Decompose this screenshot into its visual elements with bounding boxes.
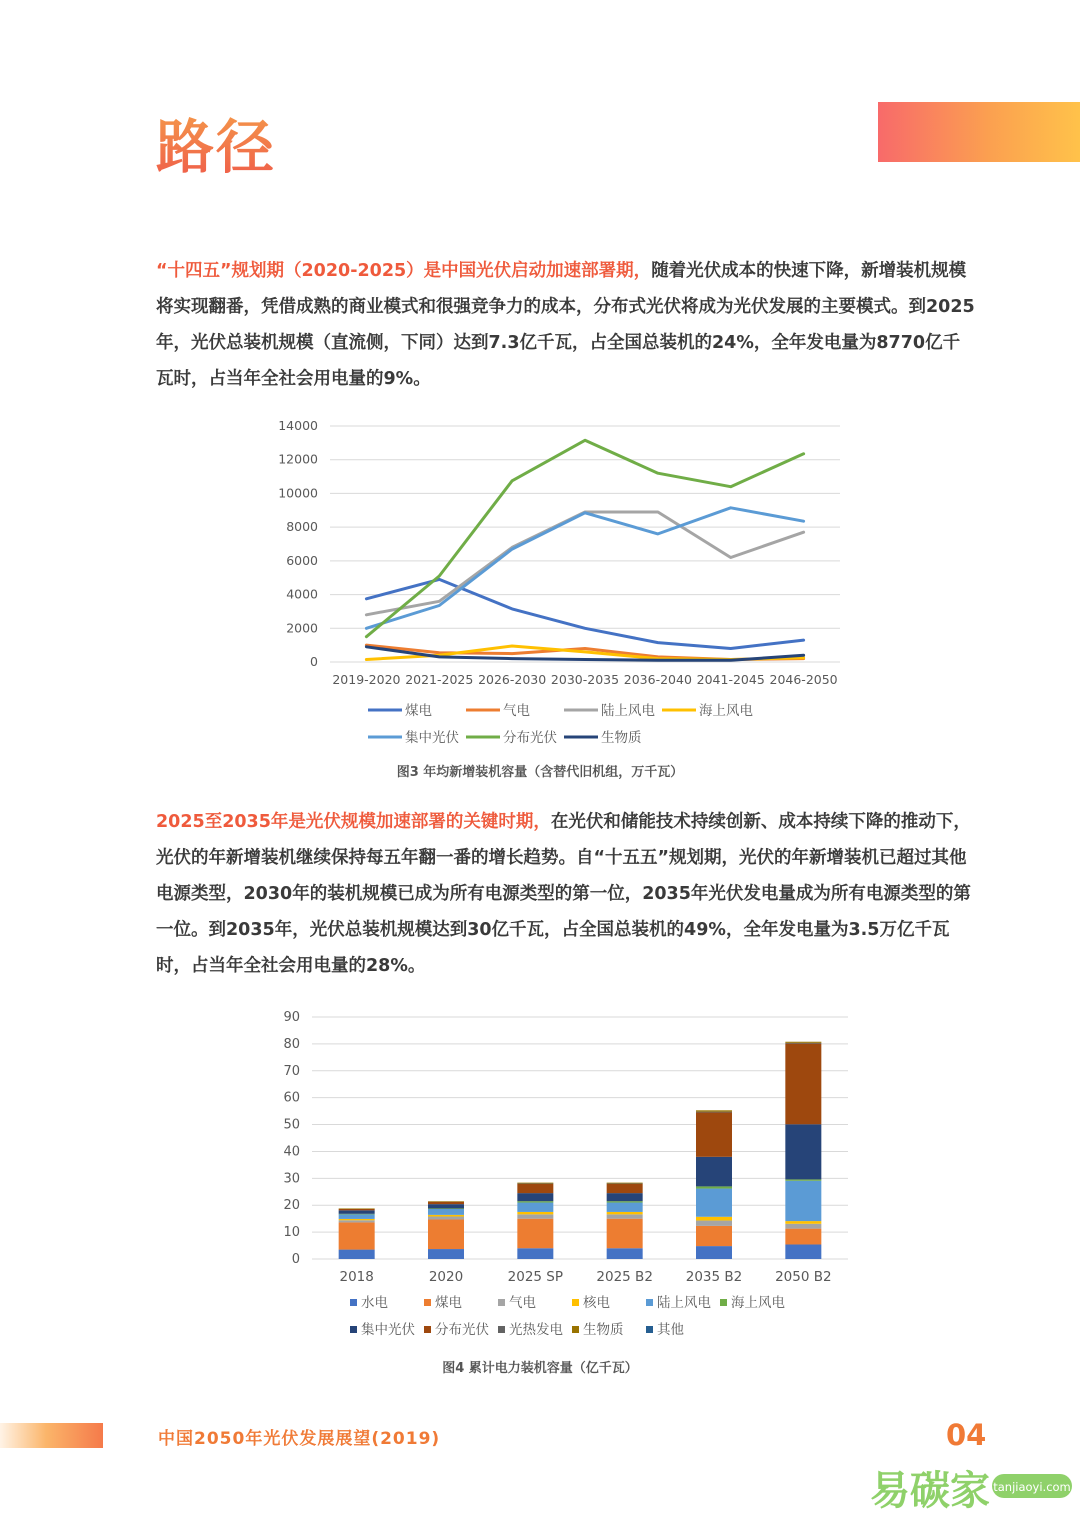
legend-label: 其他 [657, 1322, 684, 1338]
y-tick-label: 30 [283, 1171, 300, 1187]
bar-segment-陆上风电 [607, 1203, 643, 1212]
footer-accent-bar [0, 1423, 103, 1448]
legend-swatch [572, 1299, 579, 1306]
legend-label: 光热发电 [509, 1322, 563, 1338]
bar-segment-水电 [785, 1244, 821, 1259]
x-tick-label: 2025 SP [507, 1269, 564, 1285]
legend-label: 水电 [361, 1295, 388, 1311]
y-tick-label: 14000 [278, 418, 318, 433]
stacked-bar-chart-svg [260, 1000, 860, 1345]
bar-segment-光热发电 [517, 1183, 553, 1184]
legend-swatch [498, 1299, 505, 1306]
bar-segment-水电 [696, 1246, 732, 1259]
bar-segment-海上风电 [607, 1201, 643, 1202]
paragraph-1-text: 随着光伏成本的快速下降，新增装机规模将实现翻番，凭借成熟的商业模式和很强竞争力的成本，分布式光伏将成为光伏发展的主要模式。到2025年，光伏总装机规模（直流侧，下同）达到7.3亿千瓦，占全国总装机的24%，全年发电量为8770亿千瓦时，占当年全社会用电量的9%。 [156, 261, 975, 389]
y-tick-label: 10 [283, 1225, 300, 1241]
bar-segment-核电 [428, 1215, 464, 1217]
legend-swatch [498, 1326, 505, 1333]
bar-segment-气电 [339, 1220, 375, 1222]
legend-label: 气电 [509, 1295, 536, 1311]
legend-swatch [350, 1299, 357, 1306]
legend-label: 分布光伏 [503, 730, 557, 746]
legend-label: 生物质 [601, 730, 642, 746]
bar-segment-海上风电 [517, 1201, 553, 1202]
paragraph-1-highlight: “十四五”规划期（2020-2025）是中国光伏启动加速部署期， [156, 261, 652, 281]
legend-label: 陆上风电 [601, 703, 655, 719]
legend-label: 集中光伏 [405, 730, 459, 746]
legend-swatch [424, 1326, 431, 1333]
bar-segment-分布光伏 [785, 1044, 821, 1125]
bar-segment-煤电 [517, 1219, 553, 1249]
bar-segment-集中光伏 [607, 1193, 643, 1201]
bar-segment-煤电 [607, 1219, 643, 1249]
bar-segment-陆上风电 [339, 1214, 375, 1219]
bar-segment-水电 [428, 1249, 464, 1259]
y-tick-label: 4000 [286, 586, 318, 602]
x-tick-label: 2021-2025 [405, 672, 474, 687]
bar-segment-核电 [607, 1212, 643, 1214]
bar-segment-水电 [517, 1248, 553, 1259]
title-accent-bar [878, 102, 1080, 162]
x-tick-label: 2018 [339, 1269, 374, 1285]
page-title: 路径 [156, 100, 276, 184]
bar-segment-水电 [607, 1248, 643, 1259]
bar-segment-气电 [607, 1214, 643, 1218]
bar-segment-生物质 [517, 1183, 553, 1184]
bar-segment-海上风电 [428, 1208, 464, 1209]
bar-segment-气电 [696, 1221, 732, 1226]
bar-segment-核电 [339, 1219, 375, 1220]
legend-swatch [572, 1326, 579, 1333]
bar-segment-集中光伏 [517, 1193, 553, 1201]
x-tick-label: 2050 B2 [775, 1269, 832, 1285]
bar-segment-集中光伏 [696, 1157, 732, 1187]
y-tick-label: 50 [283, 1117, 300, 1133]
figure-4-caption: 图4 累计电力装机容量（亿千瓦） [442, 1361, 638, 1376]
bar-segment-生物质 [339, 1208, 375, 1209]
bar-segment-气电 [517, 1214, 553, 1218]
bar-segment-生物质 [696, 1110, 732, 1111]
bar-segment-煤电 [785, 1229, 821, 1245]
x-tick-label: 2041-2045 [696, 672, 765, 687]
legend-label: 生物质 [583, 1322, 624, 1338]
y-tick-label: 90 [283, 1010, 300, 1025]
bar-segment-光热发电 [785, 1043, 821, 1044]
footer-report-title: 中国2050年光伏发展展望(2019) [158, 1429, 441, 1449]
legend-label: 海上风电 [699, 703, 753, 719]
paragraph-1 [156, 253, 976, 397]
y-tick-label: 40 [283, 1144, 300, 1160]
legend-swatch [646, 1299, 653, 1306]
y-tick-label: 6000 [286, 552, 318, 568]
bar-segment-分布光伏 [607, 1184, 643, 1193]
bar-segment-集中光伏 [339, 1210, 375, 1213]
legend-label: 气电 [503, 703, 530, 719]
x-tick-label: 2020 [428, 1269, 464, 1285]
page-number: 04 [946, 1418, 987, 1452]
bar-segment-光热发电 [696, 1112, 732, 1113]
paragraph-2-highlight: 2025至2035年是光伏规模加速部署的关键时期， [156, 812, 551, 832]
legend-swatch [720, 1299, 727, 1306]
x-tick-label: 2046-2050 [769, 672, 838, 687]
x-tick-label: 2019-2020 [332, 672, 401, 687]
bar-segment-生物质 [428, 1201, 464, 1202]
bar-segment-生物质 [785, 1042, 821, 1043]
bar-segment-分布光伏 [517, 1184, 553, 1193]
bar-segment-海上风电 [785, 1179, 821, 1180]
y-tick-label: 10000 [278, 485, 318, 501]
bar-segment-海上风电 [696, 1186, 732, 1188]
y-tick-label: 60 [283, 1090, 300, 1106]
x-tick-label: 2025 B2 [596, 1269, 653, 1285]
bar-segment-核电 [696, 1217, 732, 1221]
figure-3-caption: 图3 年均新增装机容量（含替代旧机组，万千瓦） [396, 765, 684, 780]
legend-swatch [350, 1326, 357, 1333]
series-line-煤电 [366, 579, 803, 648]
bar-segment-水电 [339, 1250, 375, 1259]
bar-segment-煤电 [339, 1222, 375, 1249]
legend-label: 陆上风电 [657, 1295, 711, 1311]
bar-segment-陆上风电 [428, 1209, 464, 1215]
bar-segment-海上风电 [339, 1214, 375, 1215]
y-tick-label: 80 [283, 1036, 300, 1052]
bar-segment-核电 [785, 1221, 821, 1224]
legend-swatch [424, 1299, 431, 1306]
watermark-url: tanjiaoyi.com [993, 1480, 1071, 1494]
y-tick-label: 0 [310, 654, 318, 669]
paragraph-2 [156, 804, 976, 984]
x-tick-label: 2036-2040 [623, 672, 692, 687]
series-line-集中光伏 [366, 508, 803, 629]
bar-segment-分布光伏 [339, 1209, 375, 1210]
x-tick-label: 2026-2030 [478, 672, 547, 687]
y-tick-label: 70 [283, 1063, 300, 1079]
bar-segment-煤电 [428, 1219, 464, 1249]
bar-segment-陆上风电 [696, 1189, 732, 1217]
bar-segment-分布光伏 [696, 1112, 732, 1156]
bar-segment-生物质 [607, 1183, 643, 1184]
y-tick-label: 20 [283, 1198, 300, 1214]
bar-segment-集中光伏 [785, 1124, 821, 1179]
bar-segment-集中光伏 [428, 1204, 464, 1208]
x-tick-label: 2035 B2 [685, 1269, 743, 1285]
bar-segment-核电 [517, 1212, 553, 1214]
bar-segment-陆上风电 [517, 1203, 553, 1212]
watermark-logo-text: 易碳家 [870, 1468, 990, 1514]
bar-segment-气电 [785, 1224, 821, 1229]
y-tick-label: 2000 [286, 620, 318, 636]
x-tick-label: 2030-2035 [550, 672, 620, 687]
legend-label: 煤电 [435, 1295, 462, 1311]
legend-label: 分布光伏 [435, 1322, 489, 1338]
bar-segment-气电 [428, 1217, 464, 1220]
legend-label: 煤电 [405, 703, 432, 719]
legend-label: 海上风电 [731, 1295, 785, 1311]
y-tick-label: 0 [291, 1252, 300, 1267]
legend-label: 集中光伏 [361, 1322, 415, 1338]
bar-segment-分布光伏 [428, 1202, 464, 1204]
legend-swatch [646, 1326, 653, 1333]
chart-annual-new-capacity [260, 410, 860, 760]
bar-segment-煤电 [696, 1226, 732, 1246]
bar-segment-光热发电 [607, 1183, 643, 1184]
line-chart-svg [260, 410, 860, 760]
y-tick-label: 12000 [278, 451, 318, 467]
legend-label: 核电 [583, 1295, 610, 1311]
watermark-logo [870, 1460, 1075, 1520]
paragraph-2-text: 在光伏和储能技术持续创新、成本持续下降的推动下，光伏的年新增装机继续保持每五年翻一番的增长趋势。自“十五五”规划期，光伏的年新增装机已超过其他电源类型，2030年的装机规模已成为所有电源类型的第一位，2035年光伏发电量成为所有电源类型的第一位。到2035年，光伏总装机规模达到30亿千瓦，占全国总装机的49%，全年发电量为3.5万亿千瓦时，占当年全社会用电量的28%。 [156, 812, 971, 976]
y-tick-label: 8000 [286, 519, 318, 535]
chart-cumulative-capacity [260, 1000, 860, 1345]
bar-segment-陆上风电 [785, 1181, 821, 1221]
